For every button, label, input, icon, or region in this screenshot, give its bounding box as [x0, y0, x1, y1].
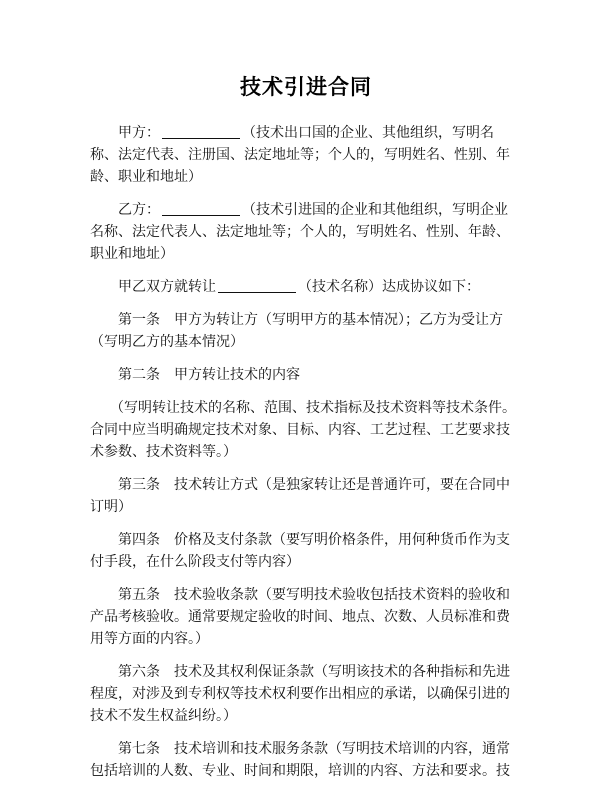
party-a-blank	[162, 124, 240, 139]
article-text: 价格及支付条款（要写明价格条件，用何种货币作为支付手段，在什么阶段支付等内容）	[90, 532, 510, 570]
agreement-prefix: 甲乙双方就转让	[118, 279, 216, 295]
party-b-paragraph	[90, 199, 520, 265]
article-text: （写明转让技术的名称、范围、技术指标及技术资料等技术条件。合同中应当明确规定技术对象、目标、内容、工艺过程、工艺要求技术参数、技术资料等。）	[90, 400, 516, 460]
article-4	[90, 529, 520, 573]
article-number: 第五条	[118, 587, 160, 603]
article-number: 第七条	[118, 741, 160, 757]
party-b-blank	[162, 201, 240, 216]
article-text: 甲方为转让方（写明甲方的基本情况）；乙方为受让方（写明乙方的基本情况）	[90, 312, 503, 350]
article-1	[90, 309, 520, 353]
party-b-note: （技术引进国的企业和其他组织，写明企业名称、法定代表人、法定地址等；个人的，写明姓名、性别、年龄、职业和地址）	[90, 202, 510, 262]
article-text: 技术及其权利保证条款（写明该技术的各种指标和先进程度，对涉及到专利权等技术权利要作出相应的承诺，以确保引进的技术不发生权益纠纷。）	[90, 664, 510, 724]
article-6	[90, 661, 520, 727]
article-2	[90, 364, 520, 386]
article-text: 技术转让方式（是独家转让还是普通许可，要在合同中订明）	[90, 477, 510, 515]
page-title: 技术引进合同	[240, 75, 372, 99]
agreement-suffix: （技术名称）达成协议如下：	[298, 279, 480, 295]
article-text: 技术验收条款（要写明技术验收包括技术资料的验收和产品考核验收。通常要规定验收的时间、地点、次数、人员标准和费用等方面的内容。）	[90, 587, 510, 647]
technology-name-blank	[218, 278, 296, 293]
article-3	[90, 474, 520, 518]
article-number: 第二条	[118, 367, 160, 383]
party-a-note: （技术出口国的企业、其他组织，写明名称、法定代表、注册国、法定地址等；个人的，写明姓名、性别、年龄、职业和地址）	[90, 125, 510, 185]
article-text: 技术培训和技术服务条款（写明技术培训的内容，通常包括培训的人数、专业、时间和期限，培训的内容、方法和要求。技	[90, 741, 510, 779]
party-a-paragraph	[90, 122, 520, 188]
article-number: 第六条	[118, 664, 160, 680]
article-number: 第一条	[118, 312, 160, 328]
article-5	[90, 584, 520, 650]
agreement-paragraph	[90, 276, 520, 298]
document-body	[90, 122, 520, 793]
article-2-detail	[90, 397, 520, 463]
article-7	[90, 738, 520, 782]
party-a-label: 甲方：	[118, 125, 160, 141]
party-b-label: 乙方：	[118, 202, 160, 218]
article-number: 第三条	[118, 477, 160, 493]
article-number: 第四条	[118, 532, 160, 548]
article-text: 甲方转让技术的内容	[174, 367, 300, 383]
